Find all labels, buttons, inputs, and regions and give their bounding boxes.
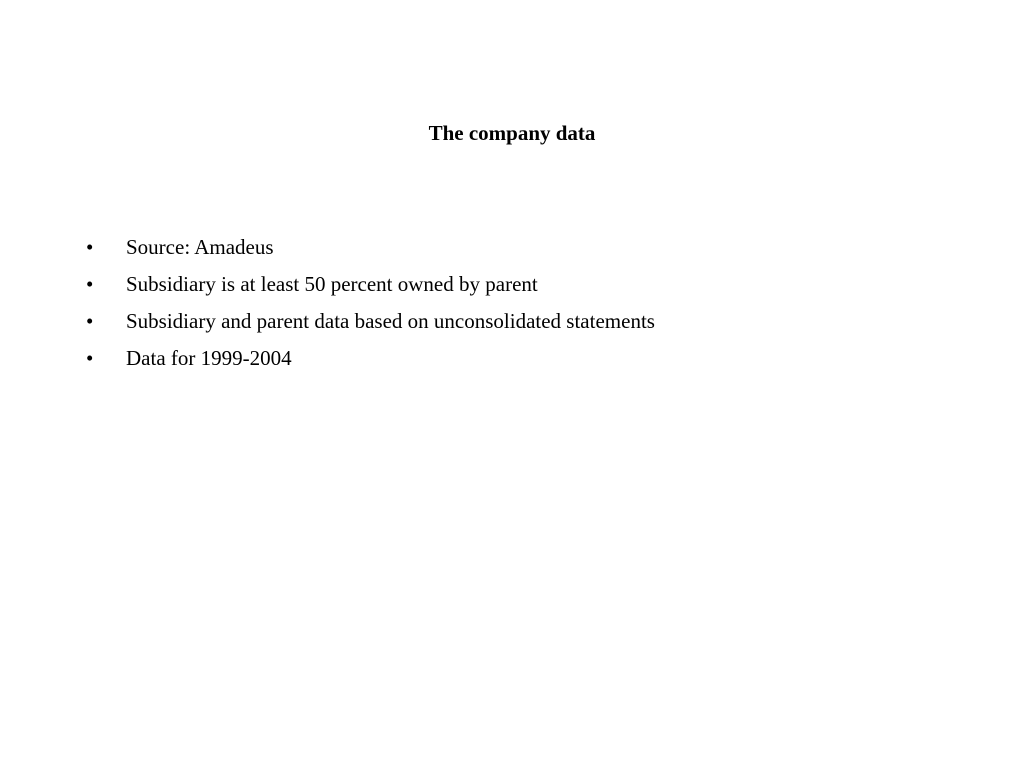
bullet-text: Subsidiary and parent data based on unconsolidated statements (126, 309, 655, 333)
slide-title: The company data (428, 121, 596, 145)
list-item (86, 303, 655, 340)
bullet-icon: • (86, 235, 94, 259)
bullet-text: Data for 1999-2004 (126, 346, 292, 370)
list-item (86, 340, 655, 377)
list-item (86, 229, 655, 266)
bullet-icon: • (86, 346, 94, 370)
bullet-text: Source: Amadeus (126, 235, 274, 259)
bullet-icon: • (86, 272, 94, 296)
bullet-text: Subsidiary is at least 50 percent owned by parent (126, 272, 538, 296)
list-item (86, 266, 655, 303)
bullet-icon: • (86, 309, 94, 333)
bullet-list (86, 229, 655, 377)
